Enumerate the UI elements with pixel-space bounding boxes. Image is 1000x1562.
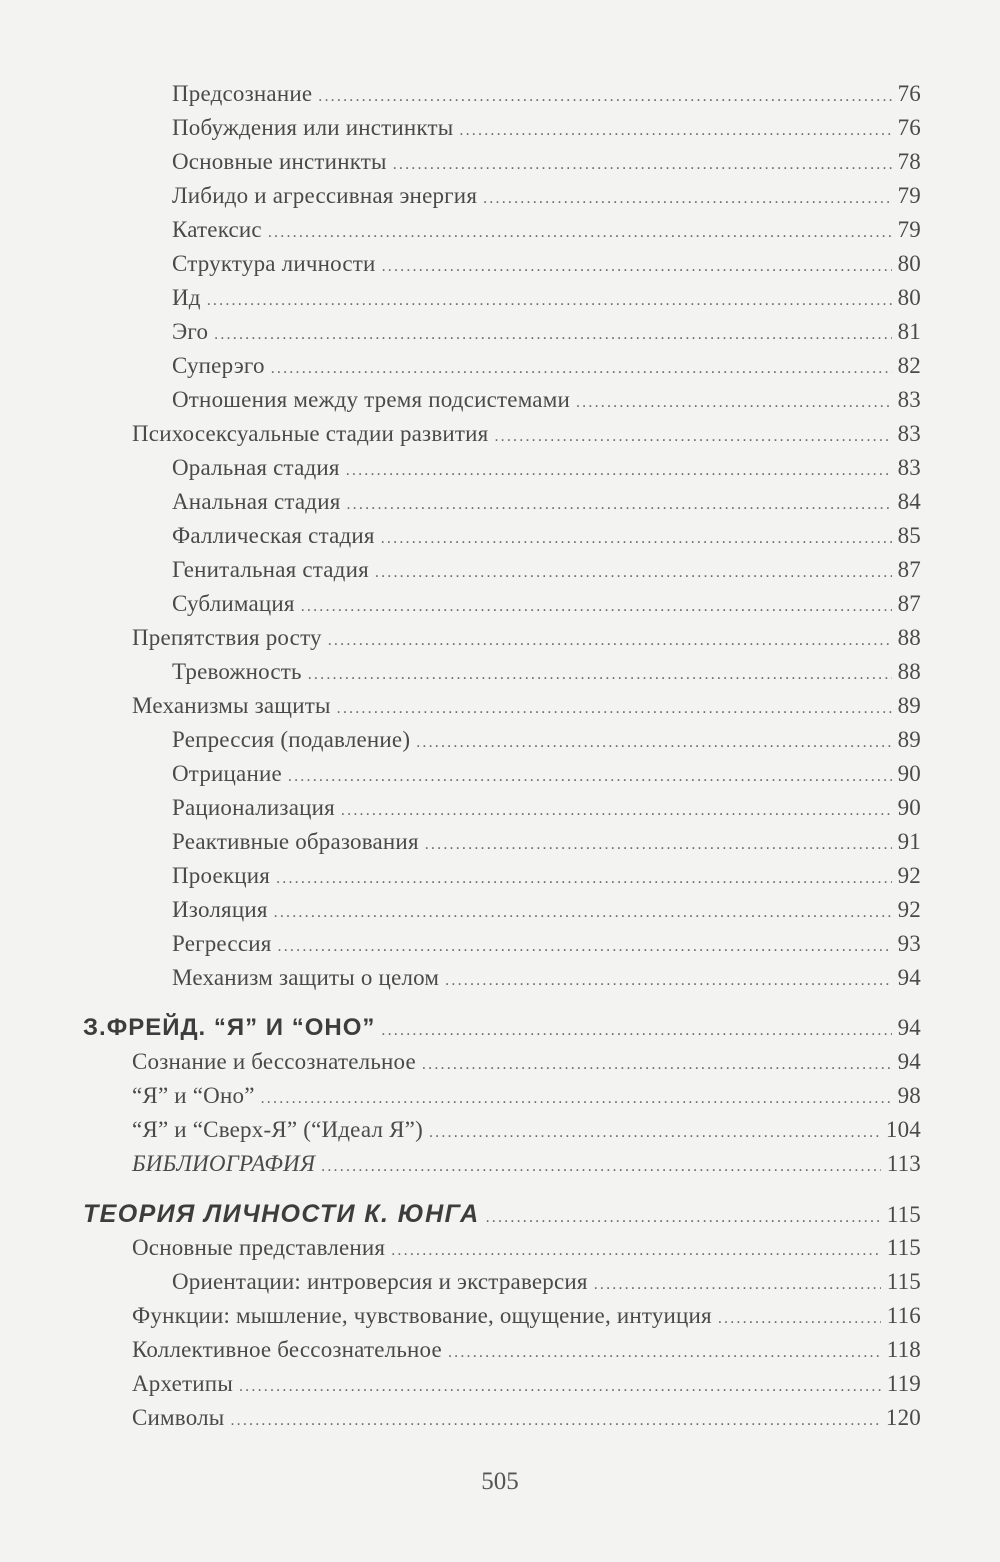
dot-leader: [393, 151, 892, 179]
toc-chapter: [83, 1200, 921, 1232]
dot-leader: [422, 1051, 892, 1079]
dot-leader: [429, 1119, 880, 1147]
toc-entry-title: Препятствия росту: [132, 625, 322, 650]
toc-entry-title: Генитальная стадия: [172, 557, 369, 582]
toc-entry-title: Структура личности: [172, 251, 376, 276]
toc-entry: [132, 1302, 921, 1333]
toc-entry: [172, 216, 921, 247]
toc-entry-title: Архетипы: [132, 1371, 233, 1396]
dot-leader: [416, 729, 891, 757]
dot-leader: [346, 491, 891, 519]
toc-entry-page: 98: [897, 1083, 921, 1108]
toc-entry-page: 87: [897, 591, 921, 616]
dot-leader: [346, 457, 892, 485]
toc-entry: [172, 488, 921, 519]
toc-entry: [132, 1234, 921, 1265]
dot-leader: [328, 627, 892, 655]
toc-entry-page: 79: [897, 183, 921, 208]
toc-entry: [172, 386, 921, 417]
toc-entry-page: 80: [897, 285, 921, 310]
toc-entry-title: Эго: [172, 319, 209, 344]
toc-entry-page: 87: [897, 557, 921, 582]
toc-entry-title: Изоляция: [172, 897, 268, 922]
dot-leader: [459, 117, 891, 145]
toc-entry: [172, 318, 921, 349]
toc-entry: [172, 182, 921, 213]
dot-leader: [288, 763, 892, 791]
dot-leader: [230, 1407, 879, 1435]
toc-entry-title: Регрессия: [172, 931, 272, 956]
toc-entry-page: 83: [897, 387, 921, 412]
toc-entry-page: 85: [897, 523, 921, 548]
toc-entry: [172, 760, 921, 791]
toc-entry-page: 91: [897, 829, 921, 854]
toc-entry-page: 90: [897, 761, 921, 786]
toc-entry-title: Тревожность: [172, 659, 302, 684]
toc-entry-page: 83: [897, 421, 921, 446]
toc-entry-title: Отношения между тремя подсистемами: [172, 387, 570, 412]
toc-entry-page: 83: [897, 455, 921, 480]
toc-entry-page: 93: [897, 931, 921, 956]
toc-entry: [172, 590, 921, 621]
dot-leader: [337, 695, 892, 723]
toc-entry-title: Предсознание: [172, 81, 313, 106]
toc-entry-page: 119: [886, 1371, 921, 1396]
toc-entry-title: Рационализация: [172, 795, 335, 820]
toc-entry-page: 115: [886, 1269, 921, 1294]
toc-entry-title: Репрессия (подавление): [172, 727, 411, 752]
toc-entry: [132, 692, 921, 723]
dot-leader: [278, 933, 892, 961]
toc-entry: [172, 80, 921, 111]
toc-entry-title: Коллективное бессознательное: [132, 1337, 442, 1362]
toc-entry-page: 82: [897, 353, 921, 378]
dot-leader: [425, 831, 892, 859]
toc-entry-title: Механизмы защиты: [132, 693, 331, 718]
toc-entry: [132, 624, 921, 655]
toc-entry: [132, 1336, 921, 1367]
dot-leader: [341, 797, 892, 825]
toc-entry: [132, 1048, 921, 1079]
toc-entry-page: 116: [886, 1303, 921, 1328]
toc-chapter-title: З.ФРЕЙД. “Я” И “ОНО”: [83, 1014, 376, 1041]
dot-leader: [375, 559, 892, 587]
toc-chapter: [83, 1014, 921, 1045]
toc-entry: [172, 930, 921, 961]
dot-leader: [391, 1237, 881, 1265]
toc-entry: [172, 250, 921, 281]
dot-leader: [207, 287, 892, 315]
toc-entry-page: 120: [885, 1405, 921, 1430]
dot-leader: [594, 1271, 881, 1299]
dot-leader: [381, 525, 892, 553]
toc-entry-page: 92: [897, 863, 921, 888]
dot-leader: [382, 253, 892, 281]
toc-entry: [132, 1370, 921, 1401]
toc-entry: [172, 284, 921, 315]
dot-leader: [381, 1017, 891, 1045]
dot-leader: [486, 1204, 881, 1232]
toc-entry-page: 92: [897, 897, 921, 922]
toc-entry: [172, 454, 921, 485]
toc-entry-page: 88: [897, 625, 921, 650]
toc-entry-title: Основные инстинкты: [172, 149, 387, 174]
toc-entry-title: Анальная стадия: [172, 489, 341, 514]
toc-entry: [172, 1268, 921, 1299]
toc-entry-title: Суперэго: [172, 353, 265, 378]
dot-leader: [308, 661, 892, 689]
toc-entry-page: 90: [897, 795, 921, 820]
toc-entry-title: Механизм защиты о целом: [172, 965, 440, 990]
dot-leader: [239, 1373, 881, 1401]
toc-entry: [172, 964, 921, 995]
toc-chapter-page: 115: [886, 1202, 921, 1227]
toc-entry-page: 115: [886, 1235, 921, 1260]
toc-entry: [172, 522, 921, 553]
toc-entry-page: 89: [897, 727, 921, 752]
toc-entry-page: 79: [897, 217, 921, 242]
dot-leader: [318, 83, 891, 111]
toc-entry-title: БИБЛИОГРАФИЯ: [132, 1151, 316, 1176]
dot-leader: [276, 865, 892, 893]
toc-entry: [132, 1082, 921, 1113]
toc-entry-title: “Я” и “Оно”: [132, 1083, 255, 1108]
toc-entry-page: 76: [897, 115, 921, 140]
toc-entry-title: Либидо и агрессивная энергия: [172, 183, 478, 208]
toc-entry-title: Реактивные образования: [172, 829, 419, 854]
toc-entry-title: Побуждения или инстинкты: [172, 115, 454, 140]
toc-entry-title: “Я” и “Сверх-Я” (“Идеал Я”): [132, 1117, 423, 1142]
toc-entry: [172, 114, 921, 145]
toc-entry-title: Сознание и бессознательное: [132, 1049, 416, 1074]
dot-leader: [718, 1305, 881, 1333]
dot-leader: [268, 219, 892, 247]
toc-entry: [172, 658, 921, 689]
toc-entry-bibliography: [132, 1150, 921, 1181]
dot-leader: [494, 423, 891, 451]
toc-entry: [132, 1116, 921, 1147]
toc-entry-title: Символы: [132, 1405, 225, 1430]
page-number: 505: [481, 1468, 519, 1495]
dot-leader: [321, 1153, 881, 1181]
toc-entry-page: 113: [886, 1151, 921, 1176]
toc-entry: [172, 148, 921, 179]
toc-entry-title: Функции: мышление, чувствование, ощущение, интуиция: [132, 1303, 712, 1328]
toc-entry-title: Катексис: [172, 217, 262, 242]
toc-entry-page: 94: [897, 1049, 921, 1074]
toc-entry-page: 80: [897, 251, 921, 276]
toc-entry-page: 76: [897, 81, 921, 106]
toc-entry: [132, 1404, 921, 1435]
dot-leader: [448, 1339, 881, 1367]
toc-entry-title: Ид: [172, 285, 201, 310]
toc-entry-page: 94: [897, 965, 921, 990]
dot-leader: [301, 593, 892, 621]
toc-chapter-title: ТЕОРИЯ ЛИЧНОСТИ К. ЮНГА: [83, 1200, 480, 1228]
toc-entry-page: 88: [897, 659, 921, 684]
toc-entry-page: 81: [897, 319, 921, 344]
toc-entry: [172, 352, 921, 383]
toc-entry: [172, 828, 921, 859]
toc-entry-title: Оральная стадия: [172, 455, 340, 480]
dot-leader: [261, 1085, 892, 1113]
dot-leader: [271, 355, 892, 383]
dot-leader: [576, 389, 892, 417]
toc-entry-title: Психосексуальные стадии развития: [132, 421, 489, 446]
dot-leader: [274, 899, 892, 927]
toc-entry-page: 78: [897, 149, 921, 174]
toc-entry-title: Проекция: [172, 863, 271, 888]
toc-entry-page: 89: [897, 693, 921, 718]
toc-entry: [172, 794, 921, 825]
toc-entry: [172, 556, 921, 587]
toc-entry-title: Ориентации: интроверсия и экстраверсия: [172, 1269, 588, 1294]
toc-entry: [172, 726, 921, 757]
toc-entry-page: 84: [897, 489, 921, 514]
toc-chapter-page: 94: [897, 1015, 921, 1040]
toc-entry-title: Фаллическая стадия: [172, 523, 375, 548]
dot-leader: [214, 321, 891, 349]
dot-leader: [445, 967, 891, 995]
toc-entry-page: 104: [885, 1117, 921, 1142]
toc-entry-title: Основные представления: [132, 1235, 386, 1260]
toc-entry: [172, 862, 921, 893]
dot-leader: [483, 185, 891, 213]
toc-entry-title: Отрицание: [172, 761, 282, 786]
toc-entry-page: 118: [886, 1337, 921, 1362]
toc-entry: [172, 896, 921, 927]
toc-entry: [132, 420, 921, 451]
toc-entry-title: Сублимация: [172, 591, 295, 616]
